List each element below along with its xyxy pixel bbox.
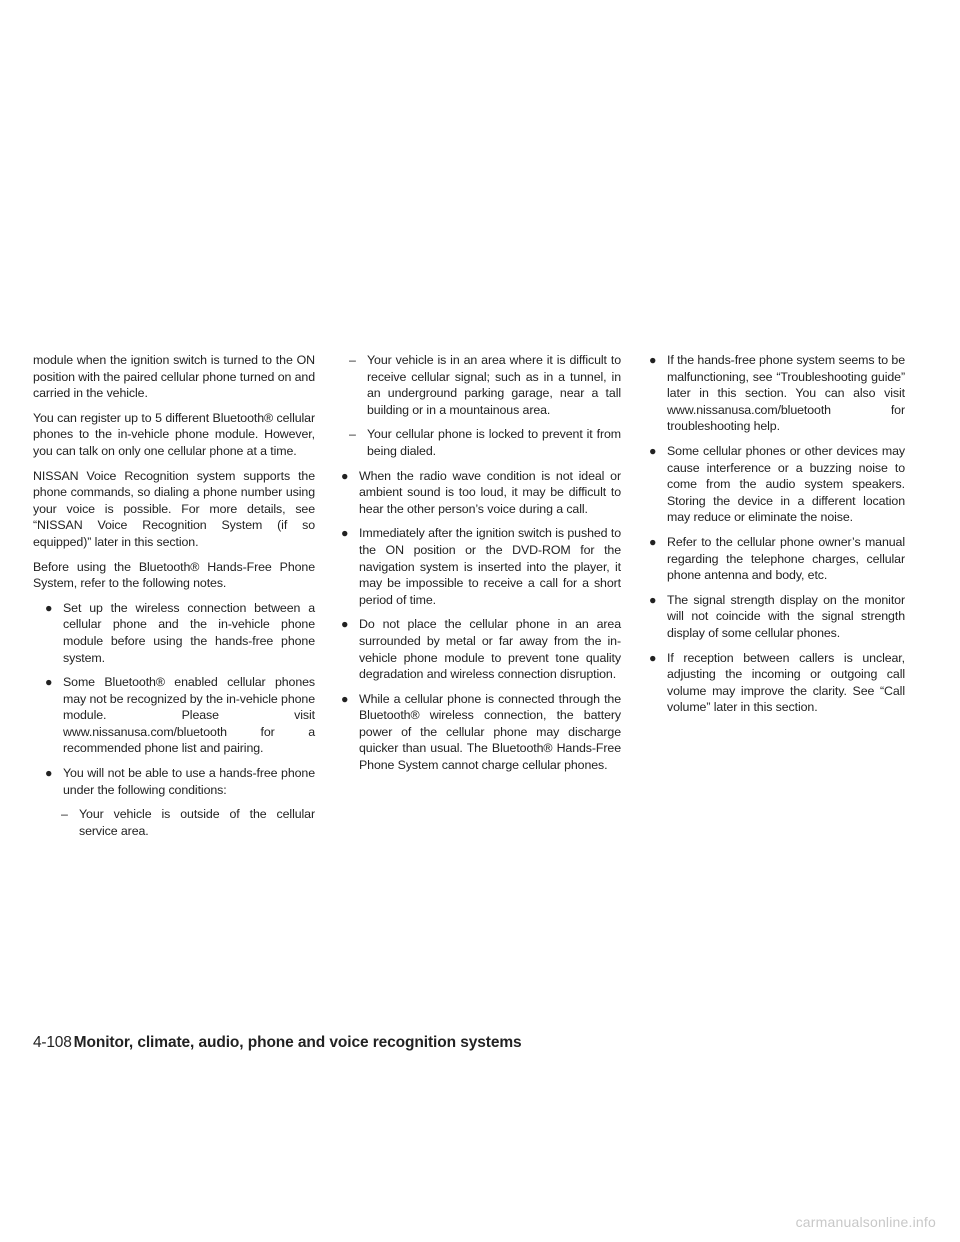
bullet-icon: ●: [45, 766, 53, 781]
bullet-icon: ●: [341, 526, 349, 541]
bullet-item: [341, 468, 621, 518]
paragraph: You can register up to 5 different Bluetooth® cellular phones to the in-vehicle phone module. However, you can talk on only one cellular phone at a time.: [33, 410, 315, 458]
dash-icon: –: [349, 353, 356, 367]
section-title: Monitor, climate, audio, phone and voice recognition systems: [73, 1034, 522, 1051]
bullet-icon: ●: [341, 691, 349, 706]
bullet-icon: ●: [649, 534, 657, 549]
page-footer: [33, 1033, 522, 1053]
text-column-1: [33, 352, 315, 847]
dash-text: Your vehicle is outside of the cellular service area.: [79, 807, 315, 838]
text-column-2: [341, 352, 621, 782]
bullet-text: Do not place the cellular phone in an area surrounded by metal or far away from the in-vehicle phone module to prevent tone quality degradation and wireless connection disruption.: [359, 617, 621, 682]
bullet-item: [45, 765, 315, 798]
paragraph: NISSAN Voice Recognition system supports the phone commands, so dialing a phone number using your voice is possible. For more details, see “NISSAN Voice Recognition System (if so equipped)” later in this section.: [33, 468, 315, 549]
page-number: 4-108: [33, 1034, 72, 1051]
bullet-item: [649, 534, 905, 584]
bullet-icon: ●: [341, 468, 349, 483]
bullet-text: If the hands-free phone system seems to be malfunctioning, see “Troubleshooting guide” later in this section. You can also visit www.nissanusa.com/bluetooth for troubleshooting help.: [667, 353, 905, 434]
bullet-text: Immediately after the ignition switch is pushed to the ON position or the DVD-ROM for the navigation system is inserted into the player, it may be impossible to receive a call for a short period of time.: [359, 526, 621, 607]
bullet-item: [341, 525, 621, 608]
bullet-item: [649, 352, 905, 435]
dash-item: [61, 806, 315, 839]
bullet-item: [649, 592, 905, 642]
paragraph: module when the ignition switch is turned to the ON position with the paired cellular phone turned on and carried in the vehicle.: [33, 353, 315, 401]
bullet-text: If reception between callers is unclear, adjusting the incoming or outgoing call volume may improve the clarity. See “Call volume” later in this section.: [667, 650, 905, 715]
dash-text: Your vehicle is in an area where it is difficult to receive cellular signal; such as in a tunnel, in an underground parking garage, near a tall building or in a mountainous area.: [367, 353, 621, 417]
dash-icon: –: [61, 807, 68, 822]
bullet-text: The signal strength display on the monitor will not coincide with the signal strength display of some cellular phones.: [667, 592, 905, 640]
bullet-item: [649, 443, 905, 526]
bullet-text: Refer to the cellular phone owner’s manual regarding the telephone charges, cellular phone antenna and body, etc.: [667, 534, 905, 583]
text-column-3: [649, 352, 905, 724]
bullet-text: While a cellular phone is connected through the Bluetooth® wireless connection, the battery power of the cellular phone may discharge quicker than usual. The Bluetooth® Hands-Free Phone System cannot charge cellular phones.: [359, 691, 621, 773]
paragraph: Before using the Bluetooth® Hands-Free Phone System, refer to the following notes.: [33, 559, 315, 591]
bullet-item: [341, 616, 621, 682]
bullet-text: Set up the wireless connection between a cellular phone and the in-vehicle phone module before using the hands-free phone system.: [63, 600, 315, 665]
bullet-icon: ●: [45, 675, 53, 690]
bullet-icon: ●: [649, 592, 657, 607]
dash-text: Your cellular phone is locked to prevent it from being dialed.: [367, 427, 621, 458]
bullet-text: When the radio wave condition is not ideal or ambient sound is too loud, it may be difficult to hear the other person’s voice during a call.: [359, 468, 621, 516]
bullet-icon: ●: [649, 650, 657, 665]
dash-icon: –: [349, 427, 356, 442]
bullet-item: [341, 691, 621, 774]
bullet-icon: ●: [649, 443, 657, 458]
bullet-text: Some Bluetooth® enabled cellular phones may not be recognized by the in-vehicle phone module. Please visit www.nissanusa.com/bluetooth for a recommended phone list and pairing.: [63, 675, 315, 756]
bullet-icon: ●: [649, 353, 657, 367]
dash-item: [349, 352, 621, 418]
bullet-icon: ●: [45, 600, 53, 615]
bullet-item: [45, 674, 315, 757]
bullet-text: You will not be able to use a hands-free phone under the following conditions:: [63, 766, 315, 797]
bullet-item: [45, 600, 315, 666]
bullet-item: [649, 650, 905, 716]
watermark-text: carmanualsonline.info: [795, 1214, 936, 1230]
dash-item: [349, 426, 621, 459]
bullet-text: Some cellular phones or other devices may cause interference or a buzzing noise to come from the audio system speakers. Storing the device in a different location may reduce or eliminate the noise.: [667, 443, 905, 525]
bullet-icon: ●: [341, 617, 349, 632]
